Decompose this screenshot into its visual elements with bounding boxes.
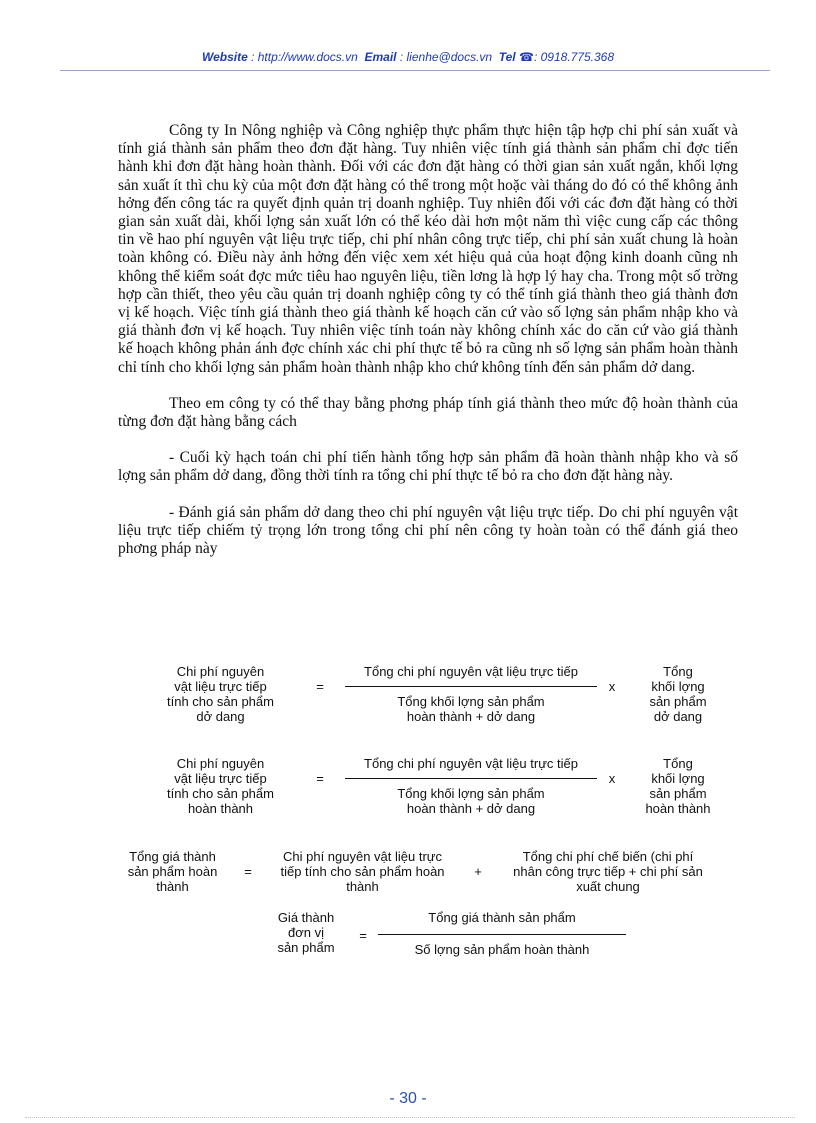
formula-3-plus: + [474, 864, 482, 879]
formula-4-numerator: Tổng giá thành sản phẩm [428, 910, 576, 925]
formula-3-equals: = [244, 864, 252, 879]
header-divider [60, 70, 770, 71]
phone-number: : 0918.775.368 [533, 50, 615, 64]
formula-1-left: Chi phí nguyên vật liệu trực tiếp tính cho sản phẩm dở dang [167, 664, 274, 724]
formula-1-times: x [608, 679, 616, 694]
formula-4-left: Giá thành đơn vị sản phẩm [277, 910, 335, 955]
formula-4-equals: = [359, 928, 367, 943]
paragraph-2: Theo em công ty có thể thay bằng phơng pháp tính giá thành theo mức độ hoàn thành của từng đơn đặt hàng bằng cách [118, 394, 738, 431]
email-address[interactable]: : lienhe@docs.vn [399, 50, 493, 64]
formula-2-fraction-line [345, 778, 597, 779]
formula-2-left: Chi phí nguyên vật liệu trực tiếp tính cho sản phẩm hoàn thành [167, 756, 274, 816]
phone-icon: ☎ [519, 50, 534, 64]
paragraph-1: Công ty In Nông nghiệp và Công nghiệp thực phẩm thực hiện tập hợp chi phí sản xuất và tính giá thành sản phẩm theo đơn đặt hàng. Tuy nhiên việc tính giá thành sản phẩm chỉ đợc tiến hành khi đơn đặt hàng hoàn thành. Đối với các đơn đặt hàng có thời gian sản xuất ngắn, khối lợng sản xuất ít thì chu kỳ của một đơn đặt hàng có thể trong một hoặc vài tháng do đó có thể không ảnh hởng đến công tác ra quyết định quản trị doanh nghiệp. Tuy nhiên đối với các đơn đặt hàng có thời gian sản xuất dài, khối lợng sản xuất lớn có thể kéo dài hơn một năm thì việc cung cấp các thông tin về hao phí nguyên vật liệu trực tiếp, chi phí nhân công trực tiếp, chi phí sản xuất chung là hoàn toàn không có. Điều này ảnh hởng đến việc xem xét hiệu quả của hoạt động kinh doanh cũng nh không thể kiểm soát đợc mức tiêu hao nguyên liệu, tiền lơng là hợp lý hay cha. Trong một số trờng hợp cần thiết, theo yêu cầu quản trị doanh nghiệp công ty có thể tính giá thành theo giá thành đơn vị kế hoạch. Việc tính giá thành theo giá thành kế hoạch căn cứ vào số lợng sản phẩm nhập kho và giá thành đơn vị kế hoạch. Tuy nhiên việc tính toán này không chính xác do căn cứ vào giá thành kế hoạch không phản ánh đợc chính xác chi phí thực tế bỏ ra cũng nh số lợng sản phẩm hoàn thành chỉ tính cho khối lợng sản phẩm hoàn thành nhập kho chứ không tính đến sản phẩm dở dang. [118, 122, 738, 376]
formula-4-denominator: Số lợng sản phẩm hoàn thành [414, 942, 590, 957]
formula-1-denominator: Tổng khối lợng sản phẩm hoàn thành + dở dang [397, 694, 545, 724]
formula-1-right: Tổng khối lợng sản phẩm dở dang [649, 664, 707, 724]
formula-3-right: Tổng chi phí chế biến (chi phí nhân công trực tiếp + chi phí sản xuất chung [513, 849, 703, 894]
footer-divider [25, 1117, 795, 1118]
paragraph-4: - Đánh giá sản phẩm dở dang theo chi phí nguyên vật liệu trực tiếp. Do chi phí nguyên vật liệu trực tiếp chiếm tỷ trọng lớn trong tổng chi phí nên công ty hoàn toàn có thể đánh giá theo phơng pháp này [118, 503, 738, 558]
paragraph-3: - Cuối kỳ hạch toán chi phí tiến hành tổng hợp sản phẩm đã hoàn thành nhập kho và số lợng sản phẩm dở dang, đồng thời tính ra tổng chi phí thực tế bỏ ra cho đơn đặt hàng này. [118, 449, 738, 485]
formula-2-numerator: Tổng chi phí nguyên vật liệu trực tiếp [364, 756, 578, 771]
formula-1-equals: = [316, 679, 324, 694]
website-url[interactable]: : http://www.docs.vn [251, 50, 358, 64]
website-label: Website [201, 50, 248, 64]
formula-4-fraction-line [378, 934, 626, 935]
document-body [118, 122, 738, 558]
tel-label: Tel [498, 50, 516, 64]
formula-2-equals: = [316, 771, 324, 786]
formula-2-denominator: Tổng khối lợng sản phẩm hoàn thành + dở dang [397, 786, 545, 816]
page-header [0, 50, 816, 64]
formula-2-right: Tổng khối lợng sản phẩm hoàn thành [645, 756, 711, 816]
formula-2-times: x [608, 771, 616, 786]
page-number: - 30 - [389, 1090, 427, 1107]
email-label: Email [364, 50, 397, 64]
formula-3-left: Tổng giá thành sản phẩm hoàn thành [127, 849, 218, 894]
formula-3-middle: Chi phí nguyên vật liệu trực tiếp tính cho sản phẩm hoàn thành [280, 849, 445, 894]
formula-1-fraction-line [345, 686, 597, 687]
formula-1-numerator: Tổng chi phí nguyên vật liệu trực tiếp [364, 664, 578, 679]
